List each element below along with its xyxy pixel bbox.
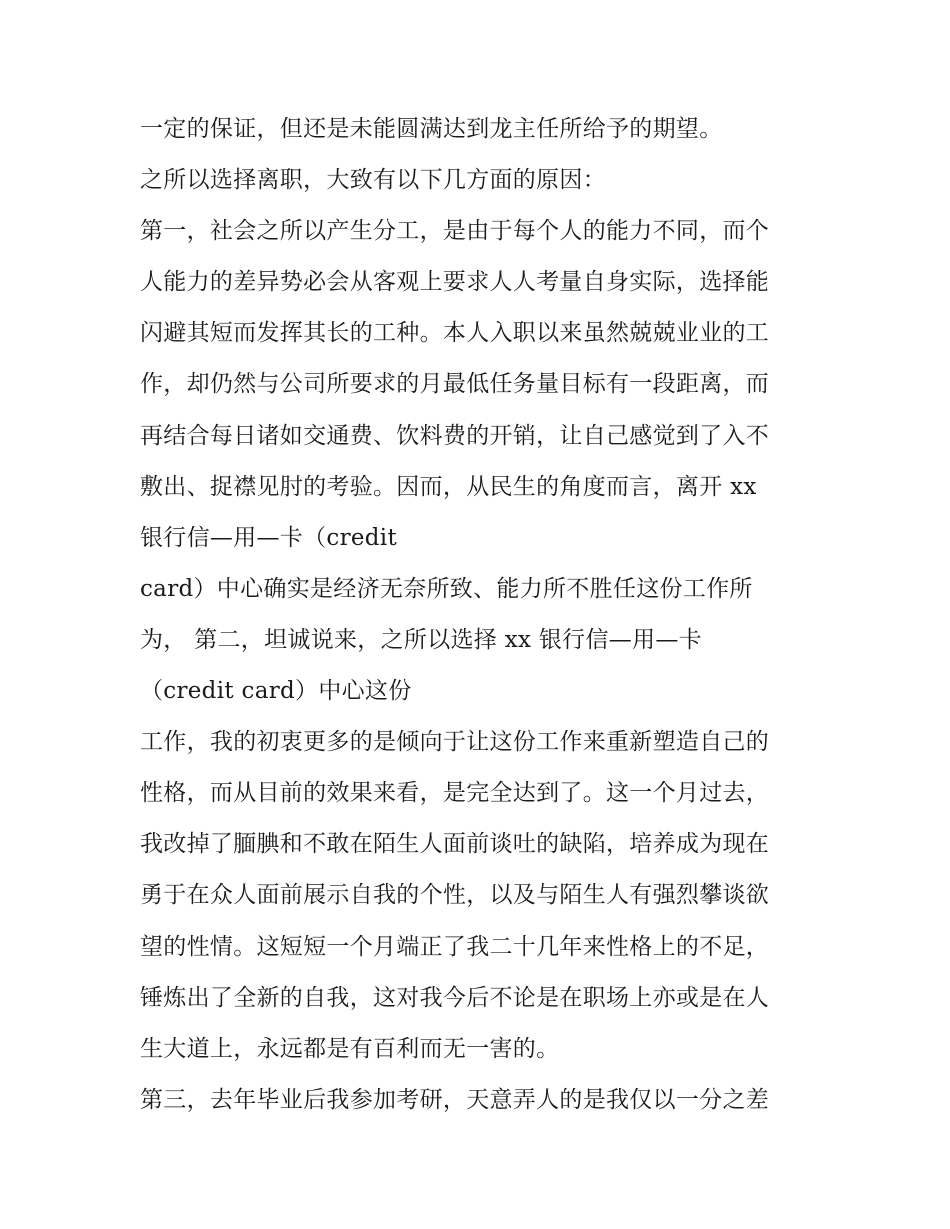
text-line: 人能力的差异势必会从客观上要求人人考量自身实际，选择能 <box>140 269 770 296</box>
text-line: 一定的保证，但还是未能圆满达到龙主任所给予的期望。 <box>140 116 723 142</box>
text-line: 性格，而从目前的效果来看，是完全达到了。这一个月过去， <box>140 780 770 807</box>
text-line: 之所以选择离职，大致有以下几方面的原因： <box>140 167 606 194</box>
document-body <box>140 104 820 1126</box>
text-line: 作，却仍然与公司所要求的月最低任务量目标有一段距离，而 <box>140 371 770 398</box>
text-line: 勇于在众人面前展示自我的个性，以及与陌生人有强烈攀谈欲 <box>140 882 770 909</box>
text-line: （credit card）中心这份 <box>140 678 412 705</box>
text-line: 闪避其短而发挥其长的工种。本人入职以来虽然兢兢业业的工 <box>140 320 770 347</box>
text-line: 第一，社会之所以产生分工，是由于每个人的能力不同，而个 <box>140 218 770 245</box>
text-line: 锤炼出了全新的自我，这对我今后不论是在职场上亦或是在人 <box>140 984 770 1011</box>
text-line: 望的性情。这短短一个月端正了我二十几年来性格上的不足， <box>140 933 770 960</box>
text-line: 为， 第二，坦诚说来，之所以选择 xx 银行信—用—卡 <box>140 626 702 653</box>
text-line: 第三，去年毕业后我参加考研，天意弄人的是我仅以一分之差 <box>140 1086 770 1113</box>
text-line: 工作，我的初衷更多的是倾向于让这份工作来重新塑造自己的 <box>140 729 770 756</box>
text-line: 我改掉了腼腆和不敢在陌生人面前谈吐的缺陷，培养成为现在 <box>140 831 770 858</box>
text-line: 再结合每日诸如交通费、饮料费的开销，让自己感觉到了入不 <box>140 422 770 449</box>
text-line: 生大道上，永远都是有百利而无一害的。 <box>140 1035 560 1062</box>
text-line: 银行信—用—卡（credit <box>140 524 398 551</box>
text-line: 敷出、捉襟见肘的考验。因而，从民生的角度而言，离开 xx <box>140 473 757 500</box>
text-line: card）中心确实是经济无奈所致、能力所不胜任这份工作所 <box>140 575 753 602</box>
